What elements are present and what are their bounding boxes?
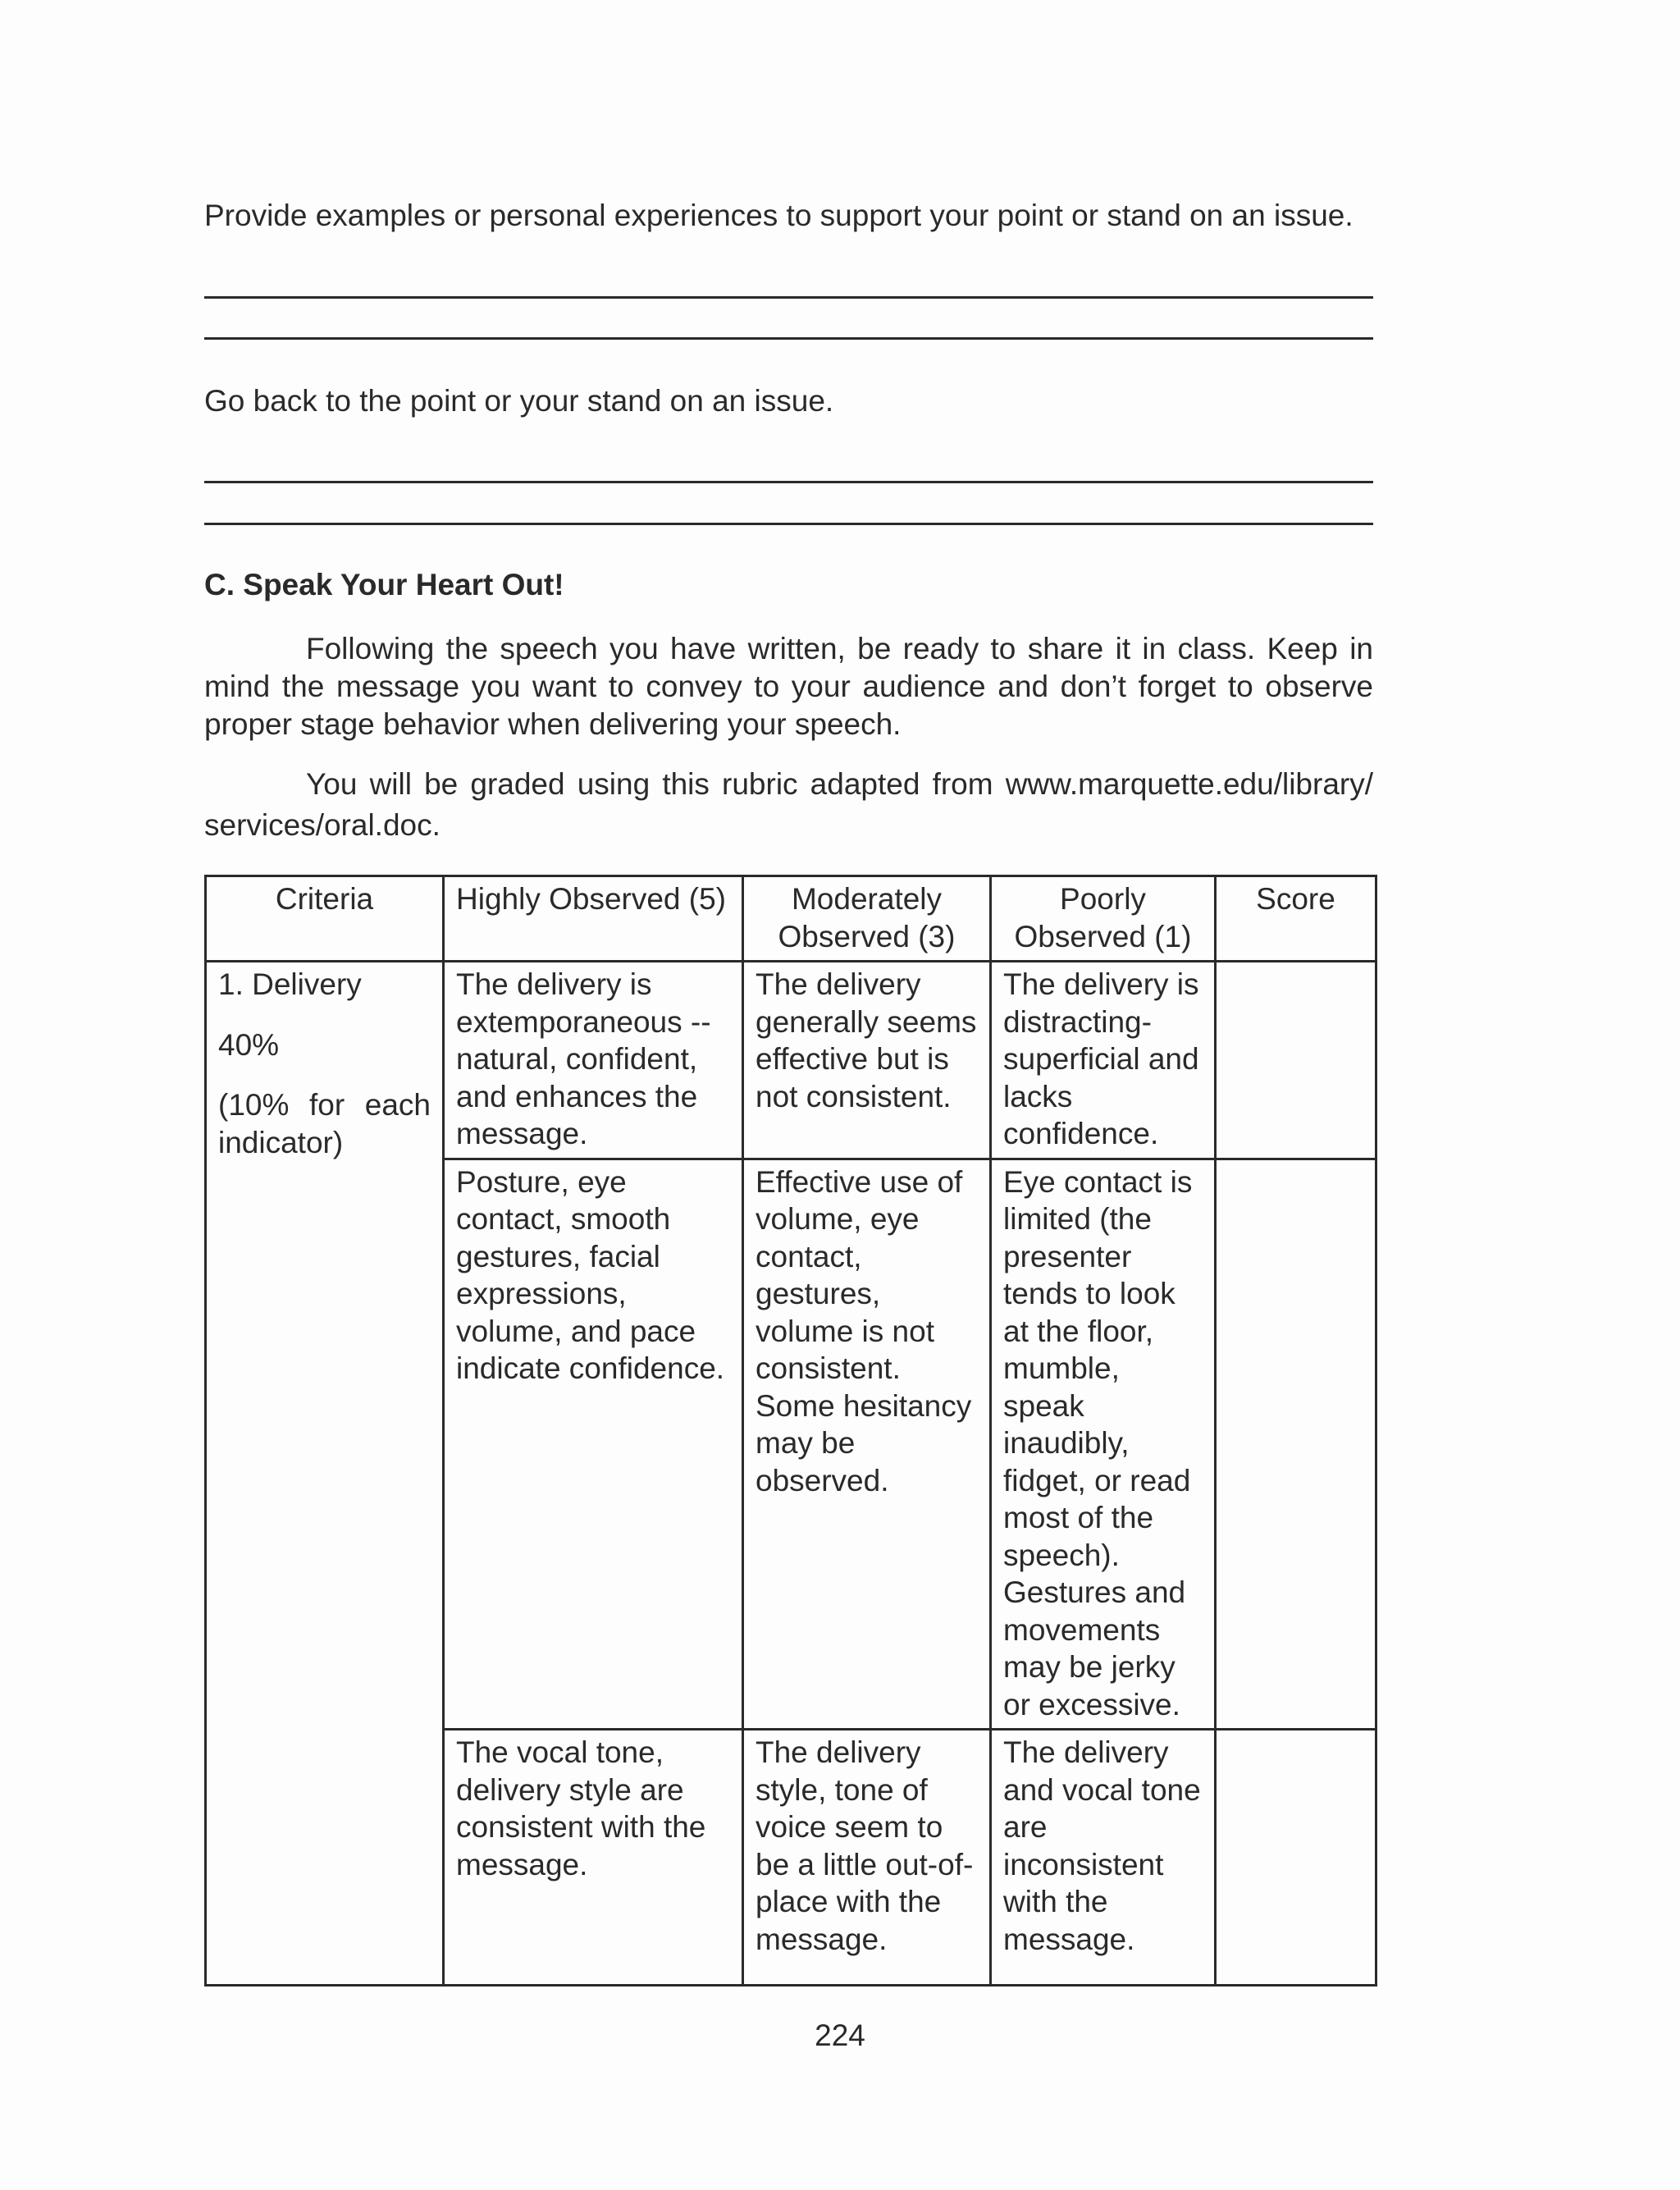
answer-line-4[interactable] — [204, 523, 1373, 525]
cell-highly: The vocal tone, delivery style are consistent with the message. — [444, 1730, 743, 1986]
cell-poorly: The delivery is distracting-superficial and lacks confidence. — [991, 962, 1216, 1159]
answer-line-2[interactable] — [204, 337, 1373, 340]
prompt-examples: Provide examples or personal experiences to support your point or stand on an issue. — [204, 199, 1354, 232]
header-score: Score — [1216, 876, 1376, 962]
prompt-goback: Go back to the point or your stand on an issue. — [204, 384, 834, 418]
section-heading: C. Speak Your Heart Out! — [204, 568, 564, 601]
cell-highly: Posture, eye contact, smooth gestures, facial expressions, volume, and pace indicate confidence. — [444, 1159, 743, 1730]
answer-line-1[interactable] — [204, 296, 1373, 299]
rubric-table — [204, 875, 1377, 1987]
score-cell[interactable] — [1216, 1159, 1376, 1730]
score-cell[interactable] — [1216, 962, 1376, 1159]
score-cell[interactable] — [1216, 1730, 1376, 1986]
cell-highly: The delivery is extemporaneous -- natural, confident, and enhances the message. — [444, 962, 743, 1159]
cell-moderately: The delivery style, tone of voice seem to be a little out-of-place with the message. — [743, 1730, 991, 1986]
header-criteria: Criteria — [206, 876, 444, 962]
cell-poorly: Eye contact is limited (the presenter tends to look at the floor, mumble, speak inaudibly, fidget, or read most of the speech). Gestures and movements may be jerky or excessive. — [991, 1159, 1216, 1730]
cell-poorly: The delivery and vocal tone are inconsistent with the message. — [991, 1730, 1216, 1986]
instruction-paragraph: Following the speech you have written, be ready to share it in class. Keep in mind the message you want to convey to your audience and don’t forget to observe proper stage behavior when delivering your speech. — [204, 632, 1373, 741]
cell-moderately: The delivery generally seems effective but is not consistent. — [743, 962, 991, 1159]
rubric-source-paragraph: You will be graded using this rubric adapted from www.marquette.edu/library/ services/oral.doc. — [204, 767, 1373, 842]
header-moderately-observed: Moderately Observed (3) — [743, 876, 991, 962]
criterion-weight: 40% — [218, 1027, 280, 1062]
criterion-cell — [206, 962, 444, 1986]
answer-line-3[interactable] — [204, 481, 1373, 483]
table-row — [206, 962, 1376, 1159]
page-number: 224 — [815, 2019, 865, 2052]
cell-moderately: Effective use of volume, eye contact, gestures, volume is not consistent. Some hesitancy may be observed. — [743, 1159, 991, 1730]
criterion-note: (10% for each indicator) — [218, 1088, 431, 1159]
criterion-name: 1. Delivery — [218, 967, 362, 1001]
header-highly-observed: Highly Observed (5) — [444, 876, 743, 962]
rubric-header-row — [206, 876, 1376, 962]
header-poorly-observed: Poorly Observed (1) — [991, 876, 1216, 962]
